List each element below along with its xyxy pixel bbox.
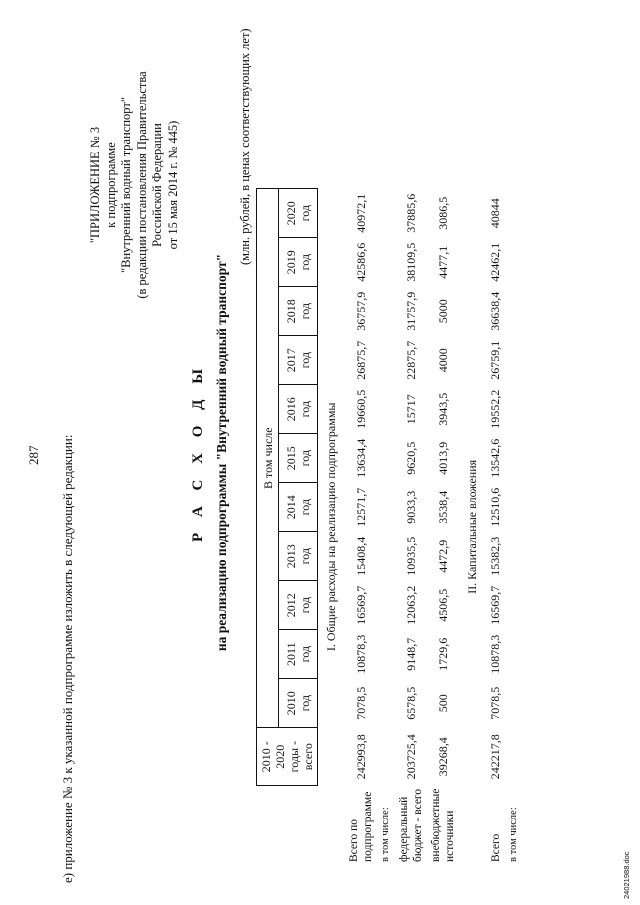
section-heading: I. Общие расходы на реализацию подпрограммы xyxy=(324,402,338,652)
value-cell: 36757,9 xyxy=(353,291,368,331)
value-cell: 10878,3 xyxy=(488,634,502,674)
value-cell: 22875,7 xyxy=(403,340,418,380)
value-cell: 15717 xyxy=(403,394,418,425)
appendix-heading xyxy=(88,25,181,345)
value-cell: 19660,5 xyxy=(353,389,368,429)
value-cell: 7078,5 xyxy=(353,686,368,720)
value-cell: 12510,6 xyxy=(488,487,502,527)
appendix-line: Российской Федерации xyxy=(150,123,164,247)
value-cell: 5000 xyxy=(435,299,450,324)
section-heading: II. Капитальные вложения xyxy=(465,459,479,594)
appendix-line: от 15 мая 2014 г. № 445) xyxy=(165,120,180,250)
table-row xyxy=(427,189,459,865)
value-cell: 16569,7 xyxy=(488,585,502,625)
value-cell: 40844 xyxy=(488,198,502,229)
year-header: 2020 год xyxy=(279,189,318,238)
value-cell: 13542,6 xyxy=(488,438,502,478)
table-row xyxy=(345,189,377,865)
table-row xyxy=(505,189,523,865)
table-row xyxy=(486,189,505,865)
row-label: в том числе: xyxy=(380,807,391,862)
document-id: 24021988.doc xyxy=(622,851,631,899)
row-label: федеральный бюджет - всего xyxy=(398,788,424,862)
table-body xyxy=(318,189,460,865)
value-cell: 3538,4 xyxy=(435,490,450,524)
year-header: 2018 год xyxy=(279,287,318,336)
year-header: 2017 год xyxy=(279,336,318,385)
value-cell: 13634,4 xyxy=(353,438,368,478)
total-cell: 203725,4 xyxy=(403,734,418,780)
row-label: Всего по подпрограмме xyxy=(348,791,374,862)
year-header: 2014 год xyxy=(279,483,318,532)
row-label: в том числе: xyxy=(508,807,519,862)
value-cell: 4013,9 xyxy=(435,441,450,475)
row-label: внебюджетные источники xyxy=(430,788,456,862)
value-cell: 3086,5 xyxy=(435,196,450,230)
total-column-header: 2010 - 2020 годы - всего xyxy=(257,728,318,786)
value-cell: 26759,1 xyxy=(488,340,502,380)
value-cell: 10878,3 xyxy=(353,634,368,674)
year-header: 2010 год xyxy=(279,679,318,728)
empty-cell xyxy=(377,189,395,786)
document-subtitle: на реализацию подпрограммы "Внутренний водный транспорт" xyxy=(214,253,229,652)
value-cell: 19552,2 xyxy=(488,389,502,429)
value-cell: 15408,4 xyxy=(353,536,368,576)
year-header: 2015 год xyxy=(279,434,318,483)
appendix-line: (в редакции постановления Правительства xyxy=(134,71,149,299)
value-cell: 9620,5 xyxy=(403,441,418,475)
value-cell: 36638,4 xyxy=(488,291,502,331)
year-header: 2019 год xyxy=(279,238,318,287)
value-cell: 15382,3 xyxy=(488,536,502,576)
value-cell: 16569,7 xyxy=(353,585,368,625)
header-row-top xyxy=(257,189,279,865)
value-cell: 7078,5 xyxy=(488,686,502,720)
value-cell: 500 xyxy=(435,694,450,713)
appendix-line: "ПРИЛОЖЕНИЕ № 3 xyxy=(88,126,102,244)
including-header: В том числе xyxy=(257,189,279,728)
row-label: Всего xyxy=(489,833,502,862)
total-cell: 39268,4 xyxy=(435,737,450,777)
header-blank xyxy=(279,786,318,865)
value-cell: 42586,6 xyxy=(353,242,368,282)
year-header: 2011 год xyxy=(279,630,318,679)
value-cell: 12571,7 xyxy=(353,487,368,527)
value-cell: 40972,1 xyxy=(353,193,368,233)
year-header: 2016 год xyxy=(279,385,318,434)
total-cell: 242993,8 xyxy=(353,734,368,780)
value-cell: 4472,9 xyxy=(435,539,450,573)
value-cell: 4000 xyxy=(435,348,450,373)
units-note: (млн. рублей, в ценах соответствующих лет) xyxy=(238,28,252,265)
value-cell: 4506,5 xyxy=(435,588,450,622)
intro-paragraph: е) приложение № 3 к указанной подпрограмме изложить в следующей редакции: xyxy=(60,434,75,883)
value-cell: 9033,3 xyxy=(403,490,418,524)
empty-cell xyxy=(505,189,523,786)
year-header: 2012 год xyxy=(279,581,318,630)
value-cell: 6578,5 xyxy=(403,686,418,720)
header-blank xyxy=(257,786,279,865)
value-cell: 42462,1 xyxy=(488,242,502,282)
value-cell: 38109,5 xyxy=(403,242,418,282)
value-cell: 26875,7 xyxy=(353,340,368,380)
page-number: 287 xyxy=(26,445,41,465)
table-row xyxy=(377,189,395,865)
value-cell: 4477,1 xyxy=(435,245,450,279)
year-header: 2013 год xyxy=(279,532,318,581)
value-cell: 31757,9 xyxy=(403,291,418,331)
value-cell: 3943,5 xyxy=(435,392,450,426)
total-cell: 242217,8 xyxy=(488,734,502,780)
table-row xyxy=(395,189,427,865)
value-cell: 12063,2 xyxy=(403,585,418,625)
value-cell: 37885,6 xyxy=(403,193,418,233)
document-title: Р А С Х О Д Ы xyxy=(190,363,206,542)
value-cell: 1729,6 xyxy=(435,637,450,671)
value-cell: 10935,5 xyxy=(403,536,418,576)
expenses-table xyxy=(256,188,523,865)
value-cell: 9148,7 xyxy=(403,637,418,671)
appendix-line: к подпрограмме xyxy=(103,142,118,228)
appendix-line: "Внутренний водный транспорт" xyxy=(119,97,133,273)
table-body xyxy=(459,189,523,865)
